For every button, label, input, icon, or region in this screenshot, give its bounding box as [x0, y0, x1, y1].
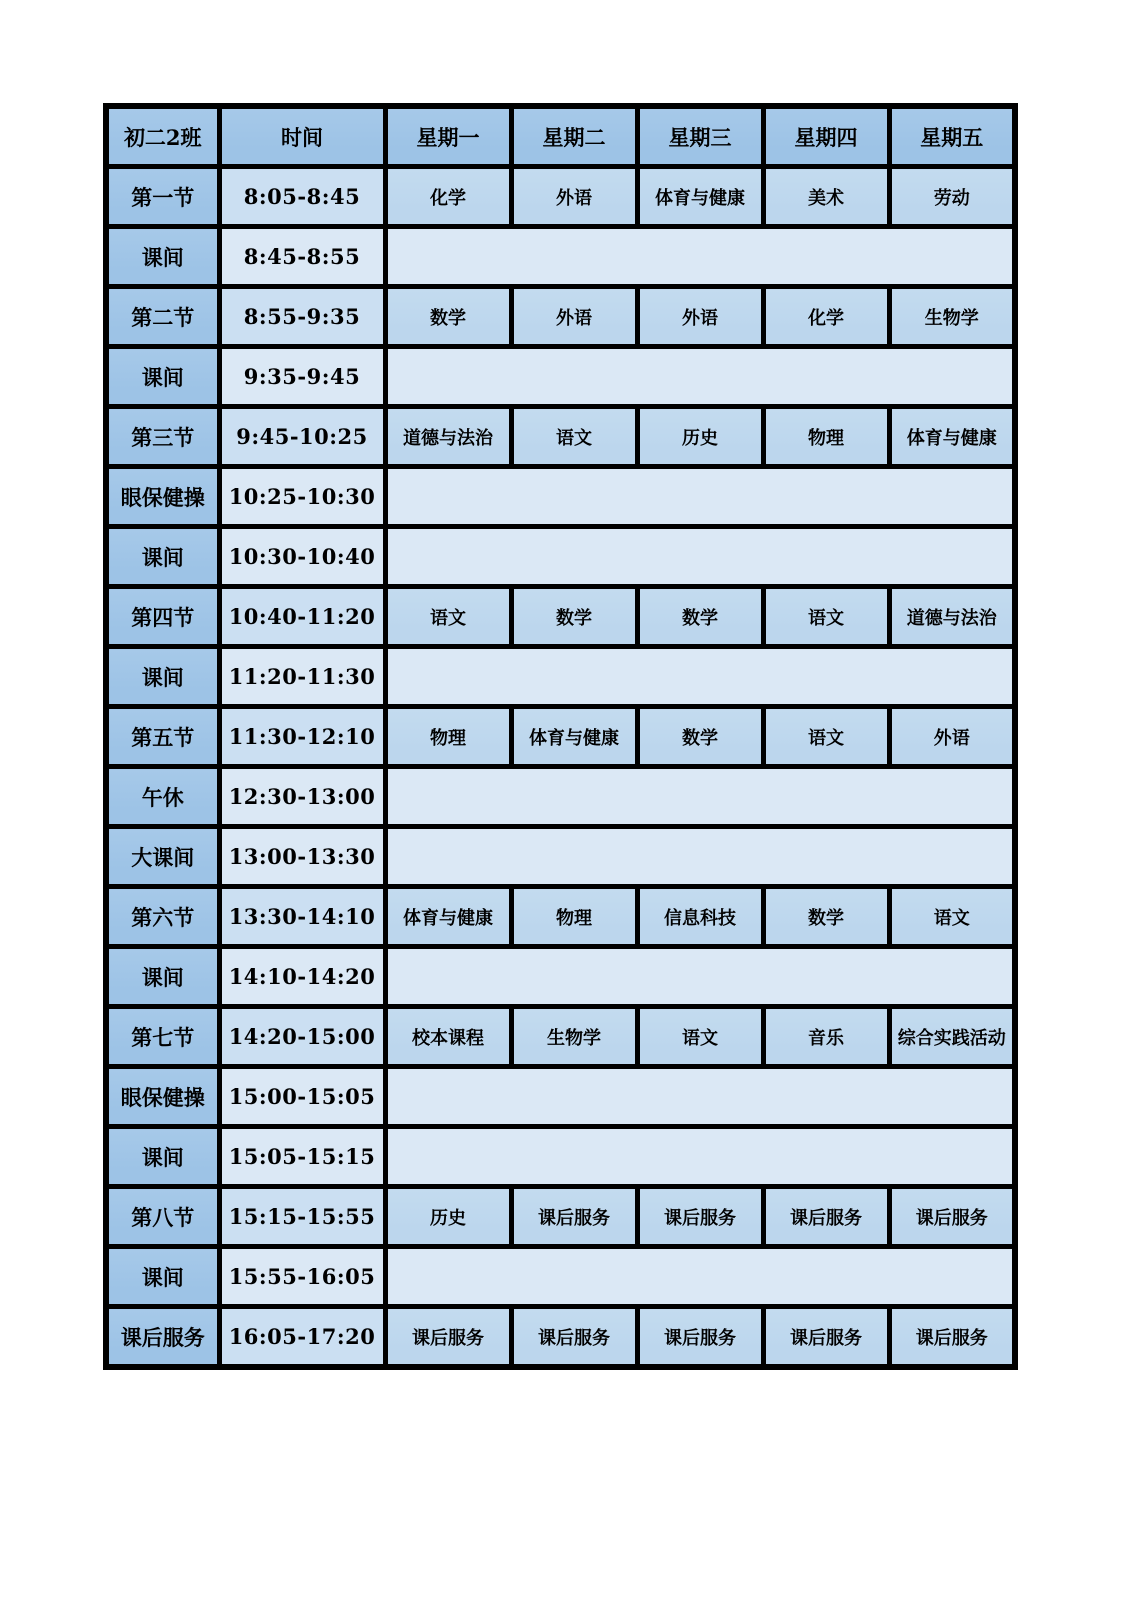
day-header-cell: 星期四: [763, 106, 889, 167]
time-cell: 14:10-14:20: [219, 947, 385, 1007]
lesson-row: [106, 587, 1015, 647]
break-row: [106, 1127, 1015, 1187]
subject-cell: 体育与健康: [385, 887, 511, 947]
subject-cell: 课后服务: [763, 1307, 889, 1368]
break-span-cell: [385, 527, 1015, 587]
subject-cell: 课后服务: [763, 1187, 889, 1247]
subject-cell: 物理: [385, 707, 511, 767]
row-label-cell: 课间: [106, 527, 219, 587]
break-span-cell: [385, 1127, 1015, 1187]
break-span-cell: [385, 467, 1015, 527]
row-label-cell: 课间: [106, 227, 219, 287]
time-cell: 9:45-10:25: [219, 407, 385, 467]
subject-cell: 生物学: [511, 1007, 637, 1067]
time-cell: 8:45-8:55: [219, 227, 385, 287]
break-span-cell: [385, 347, 1015, 407]
subject-cell: 数学: [385, 287, 511, 347]
break-row: [106, 527, 1015, 587]
subject-cell: 语文: [889, 887, 1015, 947]
break-span-cell: [385, 827, 1015, 887]
subject-cell: 语文: [763, 587, 889, 647]
time-cell: 10:25-10:30: [219, 467, 385, 527]
subject-cell: 外语: [889, 707, 1015, 767]
subject-cell: 课后服务: [385, 1307, 511, 1368]
time-cell: 11:30-12:10: [219, 707, 385, 767]
row-label-cell: 课间: [106, 347, 219, 407]
subject-cell: 课后服务: [511, 1307, 637, 1368]
timetable-body: [106, 106, 1015, 1367]
row-label-cell: 课后服务: [106, 1307, 219, 1368]
subject-cell: 化学: [385, 167, 511, 227]
break-row: [106, 1247, 1015, 1307]
day-header-cell: 星期五: [889, 106, 1015, 167]
row-label-cell: 课间: [106, 1127, 219, 1187]
row-label-cell: 午休: [106, 767, 219, 827]
lesson-row: [106, 1307, 1015, 1368]
lesson-row: [106, 407, 1015, 467]
subject-cell: 语文: [511, 407, 637, 467]
header-row: [106, 106, 1015, 167]
row-label-cell: 第四节: [106, 587, 219, 647]
lesson-row: [106, 707, 1015, 767]
row-label-cell: 第八节: [106, 1187, 219, 1247]
time-cell: 15:00-15:05: [219, 1067, 385, 1127]
lesson-row: [106, 1007, 1015, 1067]
day-header-cell: 星期二: [511, 106, 637, 167]
subject-cell: 生物学: [889, 287, 1015, 347]
time-cell: 8:05-8:45: [219, 167, 385, 227]
subject-cell: 体育与健康: [889, 407, 1015, 467]
day-header-cell: 星期三: [637, 106, 763, 167]
row-label-cell: 眼保健操: [106, 1067, 219, 1127]
subject-cell: 语文: [763, 707, 889, 767]
subject-cell: 数学: [637, 707, 763, 767]
break-row: [106, 227, 1015, 287]
break-row: [106, 647, 1015, 707]
day-header-cell: 星期一: [385, 106, 511, 167]
row-label-cell: 第一节: [106, 167, 219, 227]
subject-cell: 历史: [385, 1187, 511, 1247]
subject-cell: 音乐: [763, 1007, 889, 1067]
time-cell: 16:05-17:20: [219, 1307, 385, 1368]
break-row: [106, 947, 1015, 1007]
subject-cell: 信息科技: [637, 887, 763, 947]
break-span-cell: [385, 947, 1015, 1007]
break-span-cell: [385, 647, 1015, 707]
lesson-row: [106, 1187, 1015, 1247]
time-cell: 10:40-11:20: [219, 587, 385, 647]
row-label-cell: 第二节: [106, 287, 219, 347]
time-header-cell: 时间: [219, 106, 385, 167]
subject-cell: 课后服务: [637, 1307, 763, 1368]
subject-cell: 课后服务: [637, 1187, 763, 1247]
subject-cell: 语文: [637, 1007, 763, 1067]
row-label-cell: 课间: [106, 1247, 219, 1307]
subject-cell: 体育与健康: [511, 707, 637, 767]
subject-cell: 数学: [763, 887, 889, 947]
subject-cell: 数学: [511, 587, 637, 647]
subject-cell: 综合实践活动: [889, 1007, 1015, 1067]
row-label-cell: 大课间: [106, 827, 219, 887]
subject-cell: 课后服务: [889, 1187, 1015, 1247]
time-cell: 9:35-9:45: [219, 347, 385, 407]
time-cell: 13:00-13:30: [219, 827, 385, 887]
break-span-cell: [385, 1247, 1015, 1307]
break-span-cell: [385, 767, 1015, 827]
subject-cell: 外语: [511, 287, 637, 347]
time-cell: 14:20-15:00: [219, 1007, 385, 1067]
time-cell: 11:20-11:30: [219, 647, 385, 707]
break-row: [106, 347, 1015, 407]
break-row: [106, 467, 1015, 527]
subject-cell: 美术: [763, 167, 889, 227]
subject-cell: 校本课程: [385, 1007, 511, 1067]
time-cell: 12:30-13:00: [219, 767, 385, 827]
subject-cell: 课后服务: [511, 1187, 637, 1247]
subject-cell: 外语: [511, 167, 637, 227]
row-label-cell: 第六节: [106, 887, 219, 947]
row-label-cell: 课间: [106, 947, 219, 1007]
subject-cell: 物理: [763, 407, 889, 467]
subject-cell: 化学: [763, 287, 889, 347]
row-label-cell: 第三节: [106, 407, 219, 467]
break-span-cell: [385, 227, 1015, 287]
subject-cell: 历史: [637, 407, 763, 467]
lesson-row: [106, 287, 1015, 347]
subject-cell: 道德与法治: [889, 587, 1015, 647]
row-label-cell: 第七节: [106, 1007, 219, 1067]
time-cell: 15:05-15:15: [219, 1127, 385, 1187]
subject-cell: 道德与法治: [385, 407, 511, 467]
subject-cell: 体育与健康: [637, 167, 763, 227]
subject-cell: 课后服务: [889, 1307, 1015, 1368]
break-span-cell: [385, 1067, 1015, 1127]
subject-cell: 数学: [637, 587, 763, 647]
time-cell: 15:55-16:05: [219, 1247, 385, 1307]
break-row: [106, 767, 1015, 827]
lesson-row: [106, 167, 1015, 227]
lesson-row: [106, 887, 1015, 947]
time-cell: 13:30-14:10: [219, 887, 385, 947]
time-cell: 10:30-10:40: [219, 527, 385, 587]
class-name-cell: 初二2班: [106, 106, 219, 167]
row-label-cell: 第五节: [106, 707, 219, 767]
time-cell: 8:55-9:35: [219, 287, 385, 347]
subject-cell: 外语: [637, 287, 763, 347]
row-label-cell: 眼保健操: [106, 467, 219, 527]
subject-cell: 语文: [385, 587, 511, 647]
break-row: [106, 827, 1015, 887]
subject-cell: 劳动: [889, 167, 1015, 227]
class-timetable: [103, 103, 1018, 1370]
time-cell: 15:15-15:55: [219, 1187, 385, 1247]
subject-cell: 物理: [511, 887, 637, 947]
break-row: [106, 1067, 1015, 1127]
row-label-cell: 课间: [106, 647, 219, 707]
